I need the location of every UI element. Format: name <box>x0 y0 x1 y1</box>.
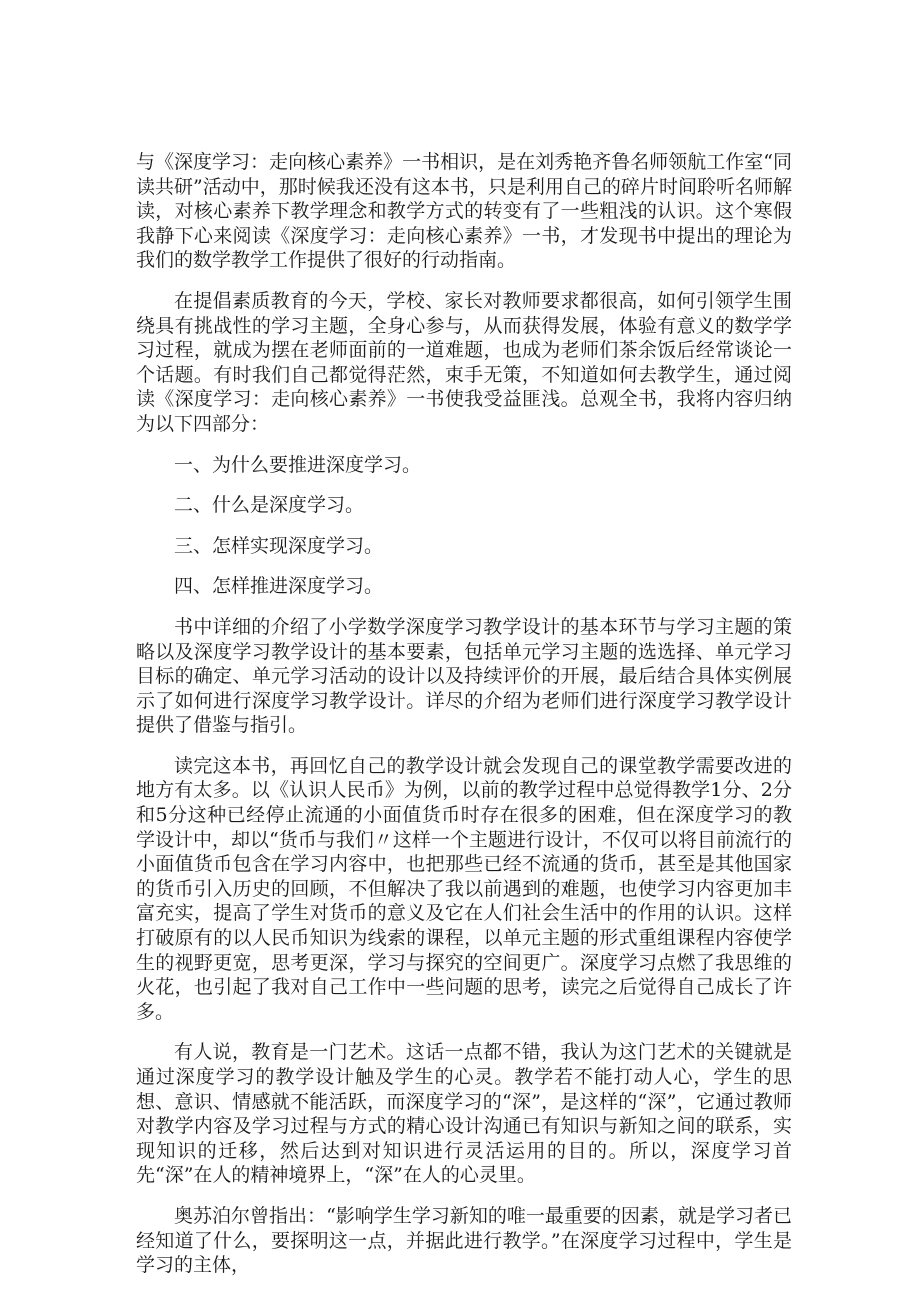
list-item-part-4: 四、怎样推进深度学习。 <box>174 575 384 598</box>
list-item-part-1: 一、为什么要推进深度学习。 <box>174 453 422 476</box>
list-item-part-2: 二、什么是深度学习。 <box>174 494 365 517</box>
paragraph-intro: 与《深度学习：走向核心素养》一书相识，是在刘秀艳齐鲁名师领航工作室“同读共研”活动中，那时候我还没有这本书，只是利用自己的碎片时间聆听名师解读，对核心素养下教学理念和教学方式的转变有了一些粗浅的认识。这个寒假我静下心来阅读《深度学习：走向核心素养》一书，才发现书中提出的理论为我们的数学教学工作提供了很好的行动指南。 <box>136 151 792 272</box>
paragraph-art-of-education: 有人说，教育是一门艺术。这话一点都不错，我认为这门艺术的关键就是通过深度学习的教学设计触及学生的心灵。教学若不能打动人心，学生的思想、意识、情感就不能活跃，而深度学习的“深”，是这样的“深”，它通过教师对教学内容及学习过程与方式的精心设计沟通已有知识与新知之间的联系，实现知识的迁移，然后达到对知识进行灵活运用的目的。所以，深度学习首先“深”在人的精神境界上，“深”在人的心灵里。 <box>136 1041 792 1187</box>
paragraph-background: 在提倡素质教育的今天，学校、家长对教师要求都很高，如何引领学生围绕具有挑战性的学习主题，全身心参与，从而获得发展，体验有意义的数学学习过程，就成为摆在老师面前的一道难题，也成为老师们茶余饭后经常谈论一个话题。有时我们自己都觉得茫然，束手无策，不知道如何去教学生，通过阅读《深度学习：走向核心素养》一书使我受益匪浅。总观全书，我将内容归纳为以下四部分： <box>136 289 792 435</box>
paragraph-ausubel-quote: 奥苏泊尔曾指出：“影响学生学习新知的唯一最重要的因素，就是学习者已经知道了什么，要探明这一点，并据此进行教学。”在深度学习过程中，学生是学习的主体， <box>136 1204 792 1277</box>
document-body <box>136 150 792 1278</box>
list-item-part-3: 三、怎样实现深度学习。 <box>174 534 384 557</box>
paragraph-book-details: 书中详细的介绍了小学数学深度学习教学设计的基本环节与学习主题的策略以及深度学习教学设计的基本要素，包括单元学习主题的选选择、单元学习目标的确定、单元学习活动的设计以及持续评价的开展，最后结合具体实例展示了如何进行深度学习教学设计。详尽的介绍为老师们进行深度学习教学设计提供了借鉴与指引。 <box>136 615 792 737</box>
paragraph-reflection: 读完这本书，再回忆自己的教学设计就会发现自己的课堂教学需要改进的地方有太多。以《认识人民币》为例，以前的教学过程中总觉得教学1分、2分和5分这种已经停止流通的小面值货币时存在很多的困难，但在深度学习的教学设计中，却以“货币与我们〃这样一个主题进行设计，不仅可以将目前流行的小面值货币包含在学习内容中，也把那些已经不流通的货币，甚至是其他国家的货币引入历史的回顾，不但解决了我以前遇到的难题，也使学习内容更加丰富充实，提高了学生对货币的意义及它在人们社会生活中的作用的认识。这样打破原有的以人民币知识为线索的课程，以单元主题的形式重组课程内容使学生的视野更宽，思考更深，学习与探究的空间更广。深度学习点燃了我思维的火花，也引起了我对自己工作中一些问题的思考，读完之后觉得自己成长了许多。 <box>136 754 792 1023</box>
